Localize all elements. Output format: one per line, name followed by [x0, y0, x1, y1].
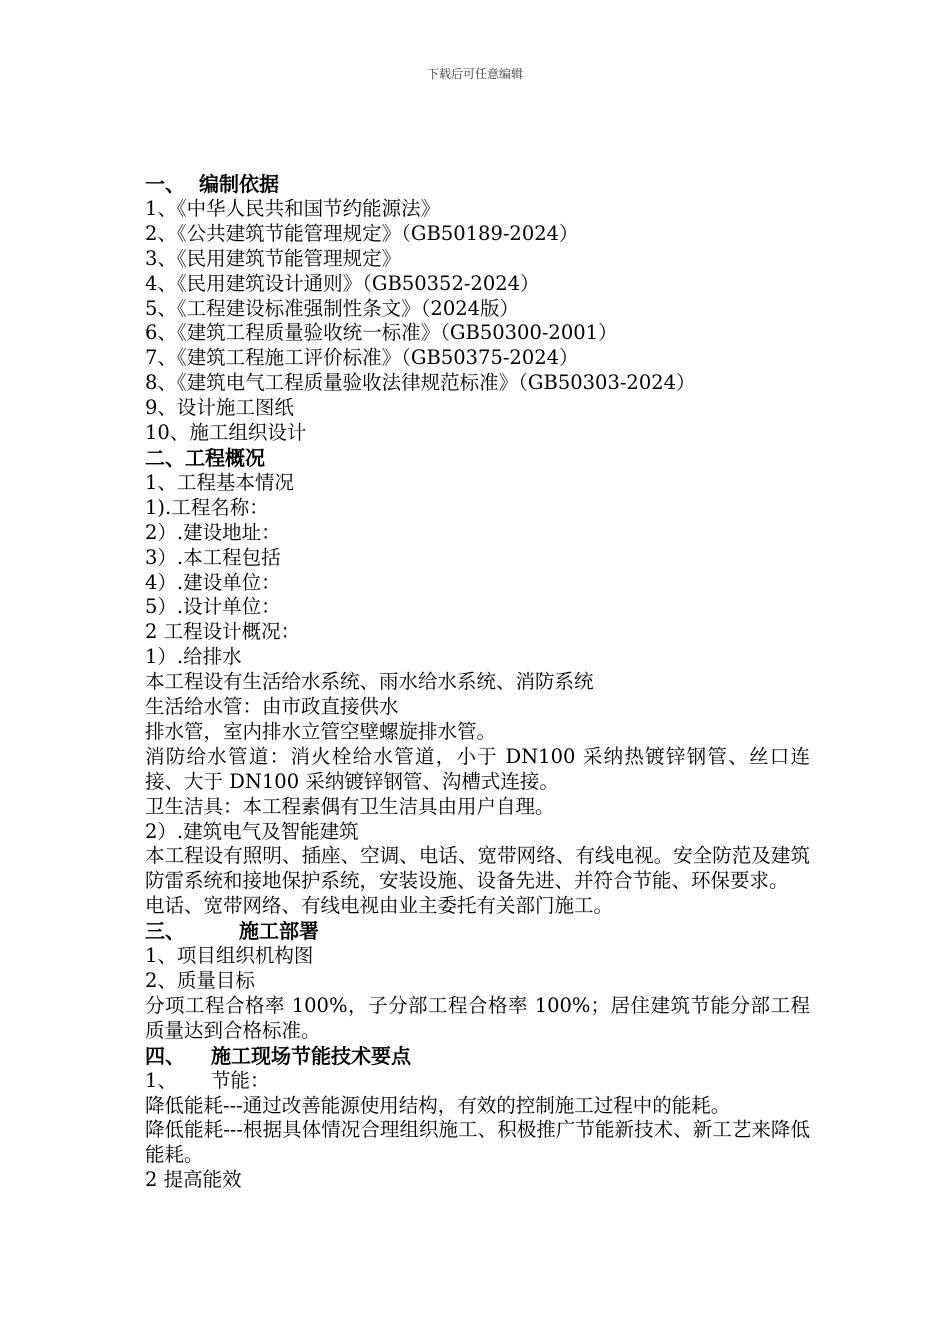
page-header-note: 下载后可任意编辑 [426, 67, 523, 81]
list-item: 3）.本工程包括 [145, 545, 281, 569]
paragraph: 降低能耗---通过改善能源使用结构，有效的控制施工过程中的能耗。 [145, 1093, 731, 1117]
list-item: 9、设计施工图纸 [145, 396, 294, 420]
list-item-label: 节能： [211, 1068, 270, 1092]
list-item: 2、质量目标 [145, 969, 255, 992]
subsection-title: 2 工程设计概况： [145, 620, 301, 644]
paragraph: 分项工程合格率 100%，子分部工程合格率 100%；居住建筑节能分部工程质量达到合格标准。 [145, 993, 810, 1042]
section-number: 一、 [145, 172, 185, 196]
section-title: 施工现场节能技术要点 [211, 1043, 411, 1068]
list-item: 1).工程名称： [145, 495, 269, 519]
section-number: 四、 [145, 1043, 185, 1068]
list-item: 4、《民用建筑设计通则》（GB50352-2024） [145, 271, 540, 295]
list-item: 6、《建筑工程质量验收统一标准》（GB50300-2001） [145, 321, 618, 345]
section-title: 编制依据 [199, 172, 279, 196]
paragraph: 降低能耗---根据具体情况合理组织施工、积极推广节能新技术、新工艺来降低能耗。 [145, 1118, 810, 1167]
list-item: 7、《建筑工程施工评价标准》（GB50375-2024） [145, 346, 579, 370]
subsection-title: 1）.给排水 [145, 645, 242, 669]
subsection-title: 1、工程基本情况 [145, 470, 294, 494]
section-number: 三、 [145, 919, 185, 944]
paragraph: 卫生洁具：本工程素偶有卫生洁具由用户自理。 [145, 794, 555, 818]
paragraph: 生活给水管：由市政直接供水 [145, 695, 399, 719]
section-heading-overview: 二、工程概况 [145, 445, 265, 470]
list-item-number: 1、 [145, 1068, 177, 1092]
paragraph: 排水管，室内排水立管空壁螺旋排水管。 [145, 719, 497, 743]
list-item: 5、《工程建设标准强制性条文》（2024版） [145, 296, 520, 320]
section-heading-deployment [145, 919, 810, 944]
list-item: 5）.设计单位： [145, 595, 281, 619]
list-item: 1、项目组织机构图 [145, 944, 314, 968]
paragraph: 电话、宽带网络、有线电视由业主委托有关部门施工。 [145, 894, 614, 918]
section-title: 施工部署 [239, 919, 319, 944]
list-item: 3、《民用建筑节能管理规定》 [145, 246, 402, 270]
section-heading-basis [145, 172, 810, 197]
list-item: 1、《中华人民共和国节约能源法》 [145, 196, 441, 220]
paragraph: 本工程设有照明、插座、空调、电话、宽带网络、有线电视。安全防范及建筑防雷系统和接地保护系统，安装设施、设备先进、并符合节能、环保要求。 [145, 844, 810, 893]
list-item: 8、《建筑电气工程质量验收法律规范标准》（GB50303-2024） [145, 371, 696, 395]
list-item: 10、施工组织设计 [145, 421, 307, 445]
list-item: 2 提高能效 [145, 1168, 242, 1192]
section-heading-energy [145, 1044, 810, 1069]
list-item: 2）.建设地址： [145, 520, 281, 544]
document-body [145, 172, 810, 1193]
paragraph: 本工程设有生活给水系统、雨水给水系统、消防系统 [145, 670, 594, 694]
list-item [145, 1069, 810, 1094]
list-item: 4）.建设单位： [145, 570, 281, 594]
list-item: 2、《公共建筑节能管理规定》（GB50189-2024） [145, 221, 579, 245]
subsection-title: 2）.建筑电气及智能建筑 [145, 819, 359, 843]
paragraph: 消防给水管道：消火栓给水管道，小于 DN100 采纳热镀锌钢管、丝口连接、大于 DN100 采纳镀锌钢管、沟槽式连接。 [145, 744, 810, 793]
